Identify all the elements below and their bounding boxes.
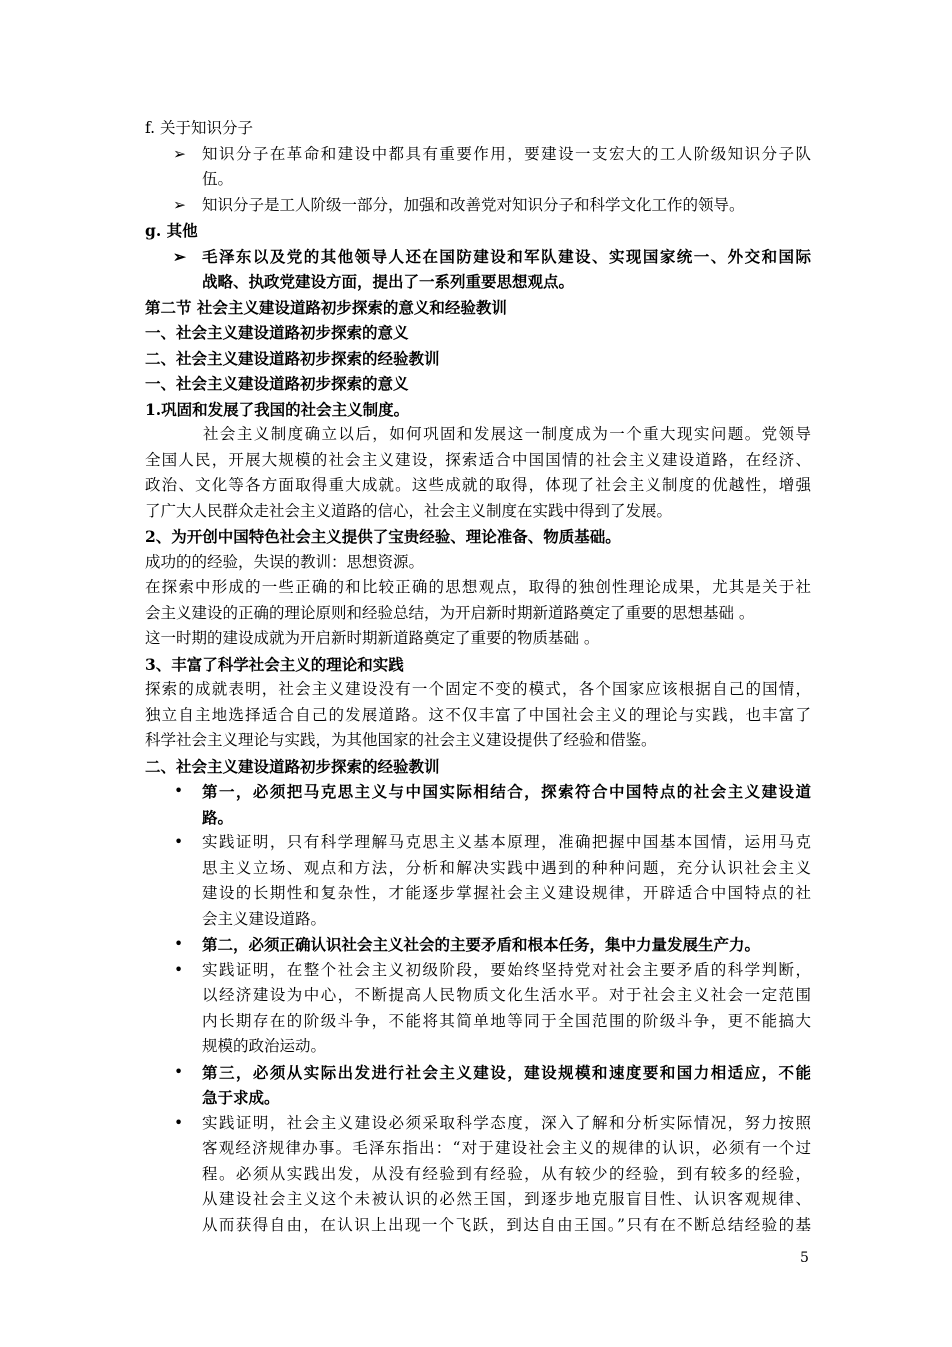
- list-item-continuation: 规模的政治运动。: [202, 1037, 327, 1055]
- part-heading: 一、社会主义建设道路初步探索的意义: [145, 374, 409, 393]
- list-item: ➢ 知识分子在革命和建设中都具有重要作用，要建设一支宏大的工人阶级知识分子队: [145, 142, 811, 168]
- arrow-bullet-icon: ➢: [173, 195, 186, 214]
- list-item: • 第一，必须把马克思主义与中国实际相结合，探索符合中国特点的社会主义建设道: [145, 779, 811, 805]
- list-item: • 第三，必须从实际出发进行社会主义建设，建设规模和速度要和国力相适应，不能: [145, 1060, 811, 1086]
- outline-heading: 一、社会主义建设道路初步探索的意义: [145, 323, 409, 342]
- list-item-continuation: 从建设社会主义这个未被认识的必然王国，到逐步地克服盲目性、认识客观规律、: [202, 1190, 811, 1208]
- arrow-bullet-icon: ➢: [173, 144, 186, 163]
- chapter-section-title: 第二节 社会主义建设道路初步探索的意义和经验教训: [145, 297, 507, 317]
- list-item-continuation: 程。必须从实践出发，从没有经验到有经验，从有较少的经验，到有较多的经验，: [202, 1164, 811, 1183]
- dot-bullet-icon: •: [174, 782, 184, 800]
- outline-heading: 二、社会主义建设道路初步探索的经验教训: [145, 348, 440, 368]
- page-content: [145, 116, 811, 1238]
- list-item-continuation: 客观经济规律办事。毛泽东指出：“对于建设社会主义的规律的认识，必须有一个过: [202, 1139, 811, 1157]
- list-item-continuation: 内长期存在的阶级斗争，不能将其简单地等同于全国范围的阶级斗争，更不能搞大: [202, 1011, 811, 1030]
- arrow-bullet-icon: ➢: [173, 246, 186, 266]
- paragraph-line: 会主义建设的正确的理论原则和经验总结，为开启新时期新道路奠定了重要的思想基础 。: [145, 603, 755, 622]
- list-item: ➢ 知识分子是工人阶级一部分，加强和改善党对知识分子和科学文化工作的领导。: [145, 193, 811, 219]
- list-item-continuation: 思主义立场、观点和方法，分析和解决实践中遇到的种种问题，充分认识社会主义: [202, 858, 811, 877]
- point-heading: 2、为开创中国特色社会主义提供了宝贵经验、理论准备、物质基础。: [145, 527, 621, 546]
- paragraph-line: 社会主义制度确立以后，如何巩固和发展这一制度成为一个重大现实问题。党领导: [203, 425, 811, 443]
- list-item: • 第二，必须正确认识社会主义社会的主要矛盾和根本任务，集中力量发展生产力。: [145, 932, 811, 958]
- paragraph-line: 探索的成就表明，社会主义建设没有一个固定不变的模式，各个国家应该根据自己的国情，: [145, 680, 811, 698]
- page-number: 5: [800, 1250, 809, 1266]
- paragraph-line: 政治、文化等各方面取得重大成就。这些成就的取得，体现了社会主义制度的优越性，增强: [145, 476, 811, 494]
- section-heading-g: g. 其他: [145, 221, 198, 240]
- list-item-continuation: 战略、执政党建设方面，提出了一系列重要思想观点。: [202, 272, 575, 291]
- paragraph-line: 在探索中形成的一些正确的和比较正确的思想观点，取得的独创性理论成果，尤其是关于社: [145, 578, 811, 596]
- dot-bullet-icon: •: [174, 960, 184, 979]
- list-item: ➢ 毛泽东以及党的其他领导人还在国防建设和军队建设、实现国家统一、外交和国际: [145, 244, 811, 270]
- part-heading: 二、社会主义建设道路初步探索的经验教训: [145, 756, 440, 776]
- paragraph-line: 了广大人民群众走社会主义道路的信心，社会主义制度在实践中得到了发展。: [145, 501, 673, 520]
- list-item-continuation: 急于求成。: [202, 1088, 280, 1107]
- dot-bullet-icon: •: [174, 833, 184, 851]
- list-item: • 实践证明，在整个社会主义初级阶段，要始终坚持党对社会主要矛盾的科学判断，: [145, 958, 811, 984]
- list-item-continuation: 伍。: [202, 170, 234, 188]
- list-item-continuation: 从而获得自由，在认识上出现一个飞跃，到达自由王国。”只有在不断总结经验的基: [202, 1215, 811, 1234]
- paragraph-line: 成功的的经验，失误的教训：思想资源。: [145, 552, 425, 571]
- point-heading: 1.巩固和发展了我国的社会主义制度。: [145, 399, 410, 419]
- list-item-continuation: 会主义建设道路。: [202, 909, 327, 928]
- dot-bullet-icon: •: [174, 1113, 184, 1132]
- point-heading: 3、丰富了科学社会主义的理论和实践: [145, 654, 404, 674]
- list-item-continuation: 建设的长期性和复杂性，才能逐步掌握社会主义建设规律，开辟适合中国特点的社: [202, 884, 811, 902]
- paragraph-line: 这一时期的建设成就为开启新时期新道路奠定了重要的物质基础 。: [145, 629, 600, 647]
- paragraph-line: 独立自主地选择适合自己的发展道路。这不仅丰富了中国社会主义的理论与实践，也丰富了: [145, 705, 811, 724]
- paragraph-line: 全国人民，开展大规模的社会主义建设，探索适合中国国情的社会主义建设道路，在经济、: [145, 450, 811, 469]
- paragraph-line: 科学社会主义理论与实践，为其他国家的社会主义建设提供了经验和借鉴。: [145, 731, 657, 749]
- list-item: • 实践证明，只有科学理解马克思主义基本原理，准确把握中国基本国情，运用马克: [145, 830, 811, 856]
- dot-bullet-icon: •: [174, 1062, 184, 1081]
- list-item-continuation: 以经济建设为中心，不断提高人民物质文化生活水平。对于社会主义社会一定范围: [202, 986, 811, 1004]
- dot-bullet-icon: •: [174, 935, 184, 953]
- list-item-continuation: 路。: [202, 807, 234, 827]
- section-heading-f: f. 关于知识分子: [145, 119, 254, 137]
- list-item: • 实践证明，社会主义建设必须采取科学态度，深入了解和分析实际情况，努力按照: [145, 1111, 811, 1137]
